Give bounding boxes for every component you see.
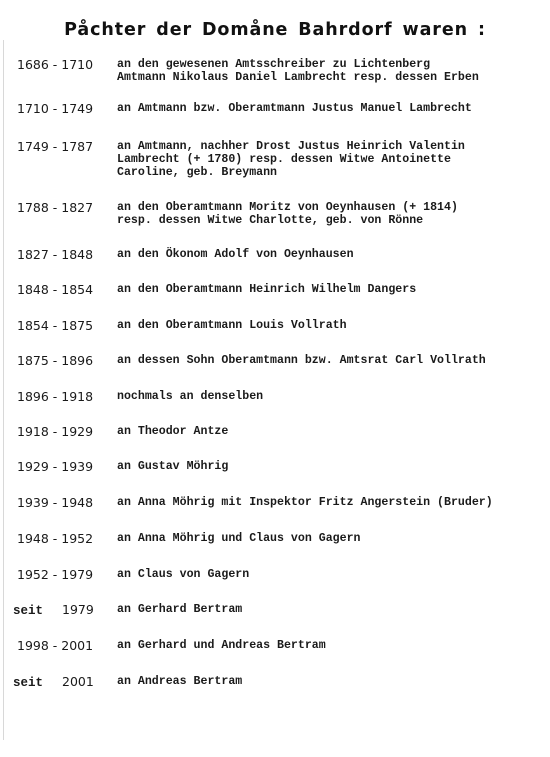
period: 1686 - 1710 <box>17 57 94 72</box>
period: 1848 - 1854 <box>17 282 94 297</box>
lessee-text: an dessen Sohn Oberamtmann bzw. Amtsrat Carl Vollrath <box>117 354 486 367</box>
period: 1854 - 1875 <box>17 318 94 333</box>
lessee-text: an den gewesenen Amtsschreiber zu Lichtenberg Amtmann Nikolaus Daniel Lambrecht resp. dessen Erben <box>117 58 479 84</box>
period: 1710 - 1749 <box>17 101 94 116</box>
period: 1998 - 2001 <box>17 638 94 653</box>
lessee-text: an den Oberamtmann Moritz von Oeynhausen (+ 1814) resp. dessen Witwe Charlotte, geb. von Rönne <box>117 201 458 227</box>
period: 1918 - 1929 <box>17 424 94 439</box>
lessee-text: an den Oberamtmann Heinrich Wilhelm Dangers <box>117 283 417 296</box>
period: 1952 - 1979 <box>17 567 94 582</box>
period-year: 2001 <box>62 674 94 689</box>
lessee-text: an Gerhard Bertram <box>117 603 243 616</box>
period: 1788 - 1827 <box>17 200 94 215</box>
period: 1948 - 1952 <box>17 531 94 546</box>
lessee-text: an Amtmann, nachher Drost Justus Heinrich Valentin Lambrecht (+ 1780) resp. dessen Witwe Antoinette Caroline, geb. Breymann <box>117 140 465 179</box>
lessee-text: an den Ökonom Adolf von Oeynhausen <box>117 248 354 261</box>
period-year: 1979 <box>62 602 94 617</box>
lessee-text: an Gerhard und Andreas Bertram <box>117 639 326 652</box>
period: 1875 - 1896 <box>17 353 94 368</box>
lessee-text: an den Oberamtmann Louis Vollrath <box>117 319 347 332</box>
lessee-text: an Claus von Gagern <box>117 568 250 581</box>
lessee-text: an Andreas Bertram <box>117 675 243 688</box>
period: 1896 - 1918 <box>17 389 94 404</box>
period: 1939 - 1948 <box>17 495 94 510</box>
period <box>13 602 94 618</box>
lessee-text: an Gustav Möhrig <box>117 460 229 473</box>
lessee-text: an Anna Möhrig mit Inspektor Fritz Angerstein (Bruder) <box>117 496 493 509</box>
period: 1749 - 1787 <box>17 139 94 154</box>
lessee-text: an Amtmann bzw. Oberamtmann Justus Manuel Lambrecht <box>117 102 472 115</box>
period: 1929 - 1939 <box>17 459 94 474</box>
page-title: Påchter der Domåne Bahrdorf waren : <box>64 20 486 40</box>
period-prefix: seit <box>13 604 44 618</box>
lessee-text: nochmals an denselben <box>117 390 264 403</box>
lessee-text: an Theodor Antze <box>117 425 229 438</box>
period-prefix: seit <box>13 676 44 690</box>
lessee-text: an Anna Möhrig und Claus von Gagern <box>117 532 361 545</box>
period: 1827 - 1848 <box>17 247 94 262</box>
period <box>13 674 94 690</box>
